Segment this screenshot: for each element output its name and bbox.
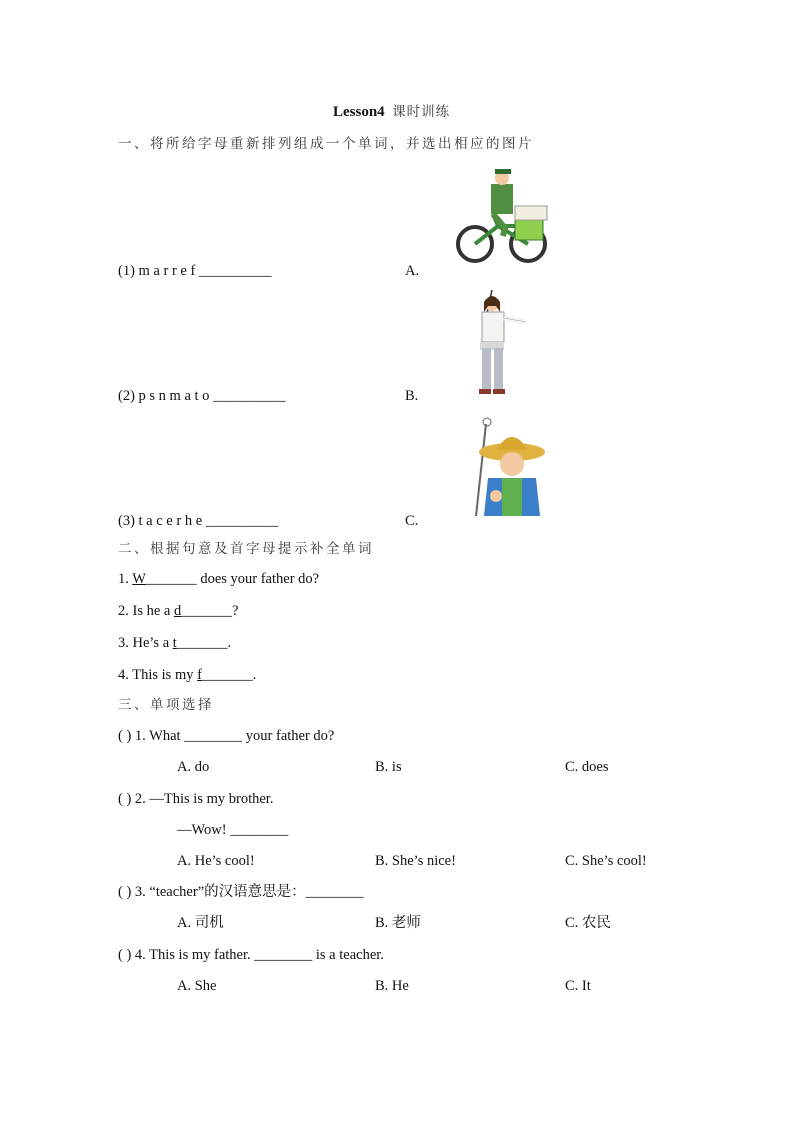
option-b-label: B. [405, 388, 419, 404]
option-a-label: A. [405, 263, 420, 279]
question-4-option-b: B. He [375, 978, 409, 994]
question-4-stem: ( ) 4. This is my father. ________ is a teacher. [118, 947, 384, 963]
question-1-stem: ( ) 1. What ________ your father do? [118, 728, 335, 744]
teacher-pointing-picture [466, 288, 536, 398]
question-1-option-a: A. do [177, 759, 210, 775]
option-c-label: C. [405, 513, 419, 529]
question-3-option-a: A. 司机 [177, 915, 224, 931]
question-1-option-b: B. is [375, 759, 402, 775]
unscramble-item-1: (1) m a r r e f __________ [118, 263, 272, 279]
question-2-stem-line2: —Wow! ________ [177, 822, 289, 838]
section1-heading: 一、将所给字母重新排列组成一个单词，并选出相应的图片 [118, 136, 534, 152]
section2-heading: 二、根据句意及首字母提示补全单词 [118, 541, 374, 557]
question-4-option-c: C. It [565, 978, 591, 994]
question-3-stem: ( ) 3. “teacher”的汉语意思是：________ [118, 884, 364, 900]
question-3-option-b: B. 老师 [375, 915, 421, 931]
page-title: Lesson4 课时训练 [333, 104, 451, 120]
fill-blank-4: 4. This is my f_______. [118, 667, 257, 683]
unscramble-item-2: (2) p s n m a t o __________ [118, 388, 286, 404]
unscramble-item-3: (3) t a c e r h e __________ [118, 513, 279, 529]
question-3-option-c: C. 农民 [565, 915, 611, 931]
postman-on-bicycle-picture [453, 166, 553, 268]
question-2-stem: ( ) 2. —This is my brother. [118, 791, 274, 807]
fill-blank-3: 3. He’s a t_______. [118, 635, 232, 651]
question-1-option-c: C. does [565, 759, 609, 775]
question-2-option-b: B. She’s nice! [375, 853, 456, 869]
question-2-option-a: A. He’s cool! [177, 853, 255, 869]
farmer-with-straw-hat-picture [462, 416, 548, 524]
question-4-option-a: A. She [177, 978, 217, 994]
section3-heading: 三、单项选择 [118, 697, 214, 713]
question-2-option-c: C. She’s cool! [565, 853, 647, 869]
fill-blank-1: 1. W_______ does your father do? [118, 571, 320, 587]
fill-blank-2: 2. Is he a d_______? [118, 603, 239, 619]
